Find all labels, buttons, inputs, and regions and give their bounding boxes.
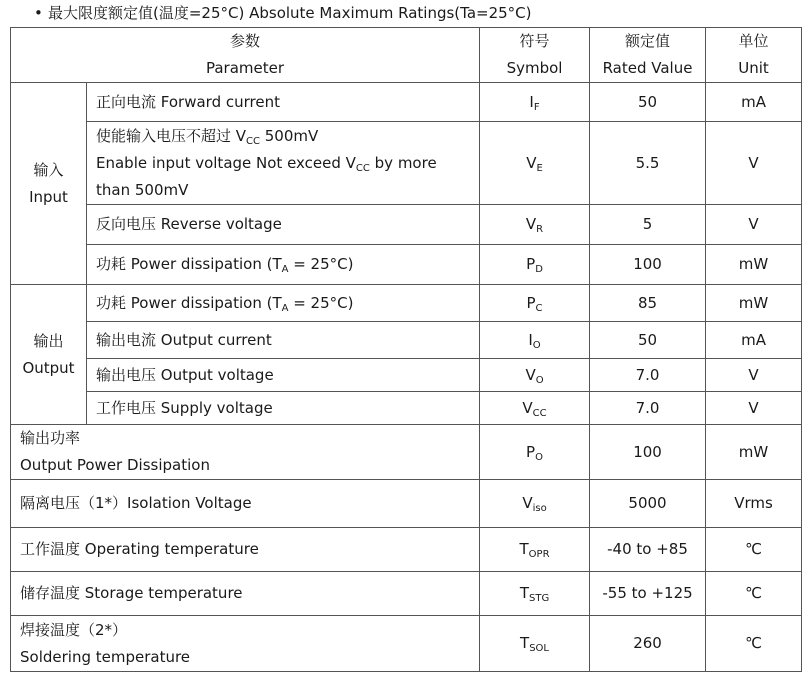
unit-cell: mA [706,83,802,122]
value-cell: 7.0 [590,392,706,425]
value-cell: 7.0 [590,359,706,392]
value-cell: 5.5 [590,122,706,205]
header-symbol-zh: 符号 [519,32,550,50]
table-row [11,359,802,392]
header-symbol-en: Symbol [506,59,563,77]
section-title-text: 最大限度额定值(温度=25°C) Absolute Maximum Ratings(Ta=25°C) [48,4,532,22]
param-sub: CC [246,135,260,147]
symbol-sub: O [532,339,541,351]
param-text: 反向电压 Reverse voltage [96,215,282,233]
param-text: 使能输入电压不超过 V [96,126,247,145]
table-row [11,205,802,245]
value-cell: 5000 [590,480,706,528]
header-parameter [11,28,480,83]
param-text: 工作电压 Supply voltage [96,398,273,417]
param-text: 输出电压 Output voltage [96,365,274,384]
param-tail: 500mV [260,126,319,145]
value-cell: -40 to +85 [590,528,706,572]
symbol-cell [480,528,590,572]
group-input-zh: 输入 [33,160,64,179]
symbol-cell [480,572,590,616]
value-cell: 50 [590,83,706,122]
symbol-sub: O [535,374,544,386]
value-cell: 5 [590,205,706,245]
unit-cell: mW [706,285,802,322]
symbol-base: V [522,494,533,512]
symbol-sub: C [535,302,543,314]
value-cell: 100 [590,425,706,480]
group-output [11,285,87,425]
symbol-cell [480,285,590,322]
symbol-base: I [528,330,533,349]
param-cell [11,572,480,616]
absolute-maximum-ratings-table [10,27,802,672]
table-row [11,425,802,480]
symbol-cell [480,322,590,359]
param-cell [87,245,480,285]
symbol-base: V [525,215,537,233]
param-cell [87,285,480,322]
param-cell [87,322,480,359]
value-cell: 50 [590,322,706,359]
param-line-1: 输出功率 [20,429,81,447]
param-tail: = 25°C) [288,255,354,273]
symbol-base: P [526,442,536,461]
symbol-base: T [520,634,530,652]
header-parameter-en: Parameter [205,59,285,77]
table-row [11,616,802,672]
symbol-cell [480,359,590,392]
unit-cell: V [706,205,802,245]
header-unit-en: Unit [738,59,769,77]
section-title [34,2,532,24]
value-cell: 85 [590,285,706,322]
symbol-cell [480,83,590,122]
table-row [11,245,802,285]
header-unit-zh: 单位 [738,32,769,50]
header-value-zh: 额定值 [625,32,671,50]
symbol-sub: R [536,224,544,235]
unit-cell: V [706,359,802,392]
bullet-icon: • [34,4,43,22]
param-line-2: Output Power Dissipation [20,456,210,474]
table-row [11,392,802,425]
param-cell [87,359,480,392]
symbol-cell [480,122,590,205]
value-cell: -55 to +125 [590,572,706,616]
symbol-sub: STG [528,593,550,604]
param-text: 功耗 Power dissipation (T [96,255,282,273]
param-line-2 [96,150,479,177]
symbol-sub: E [536,162,543,174]
symbol-base: P [526,255,536,273]
param-cell [11,528,480,572]
symbol-base: V [522,398,533,417]
unit-cell: V [706,122,802,205]
header-value-en: Rated Value [602,59,693,77]
header-unit [706,28,802,83]
param-tail: = 25°C) [288,293,354,312]
group-input-en: Input [29,187,68,206]
symbol-sub: CC [532,407,547,419]
param-cell [87,122,480,205]
unit-cell: mA [706,322,802,359]
table-row [11,322,802,359]
param-text: 隔离电压（1*）Isolation Voltage [20,494,252,512]
table-row [11,122,802,205]
param-text: Enable input voltage Not exceed V [96,153,356,172]
symbol-sub: OPR [528,549,550,560]
unit-cell: ℃ [706,616,802,672]
param-text: 输出电流 Output current [96,330,272,349]
symbol-cell [480,245,590,285]
symbol-sub: O [535,451,543,463]
symbol-sub: F [533,101,540,113]
table-row [11,572,802,616]
param-cell [11,616,480,672]
param-text: 功耗 Power dissipation (T [96,293,282,312]
unit-cell: mW [706,245,802,285]
param-text: 正向电流 Forward current [96,92,280,111]
table-row [11,480,802,528]
symbol-cell [480,425,590,480]
symbol-base: T [519,540,529,558]
param-sub: A [281,302,289,314]
symbol-base: V [526,153,537,172]
param-text: 工作温度 Operating temperature [20,540,259,558]
symbol-sub: SOL [529,643,549,654]
symbol-base: P [526,293,536,312]
symbol-cell [480,392,590,425]
header-parameter-zh: 参数 [230,32,261,50]
symbol-base: V [525,365,536,384]
param-cell [11,480,480,528]
param-cell [87,83,480,122]
unit-cell: mW [706,425,802,480]
table-header-row [11,28,802,83]
param-text: 储存温度 Storage temperature [20,584,243,602]
symbol-cell [480,205,590,245]
param-tail: by more [369,153,437,172]
param-cell [87,205,480,245]
value-cell: 100 [590,245,706,285]
header-symbol [480,28,590,83]
param-line-1: 焊接温度（2*） [20,620,128,639]
unit-cell: ℃ [706,528,802,572]
unit-cell: V [706,392,802,425]
unit-cell: Vrms [706,480,802,528]
param-line-2: Soldering temperature [20,647,191,666]
symbol-sub: iso [532,503,547,514]
group-output-en: Output [22,358,75,377]
value-cell: 260 [590,616,706,672]
header-rated-value [590,28,706,83]
group-input [11,83,87,285]
table-row [11,285,802,322]
param-sub: A [281,264,289,275]
param-line-1 [96,123,479,150]
param-line-3: than 500mV [96,180,189,199]
table-row [11,83,802,122]
param-sub: CC [355,162,370,174]
symbol-cell [480,616,590,672]
symbol-sub: D [535,264,543,275]
symbol-base: I [529,92,534,111]
table-row [11,528,802,572]
symbol-cell [480,480,590,528]
param-cell [87,392,480,425]
param-cell [11,425,480,480]
symbol-base: T [519,584,529,602]
group-output-zh: 输出 [33,331,64,350]
unit-cell: ℃ [706,572,802,616]
